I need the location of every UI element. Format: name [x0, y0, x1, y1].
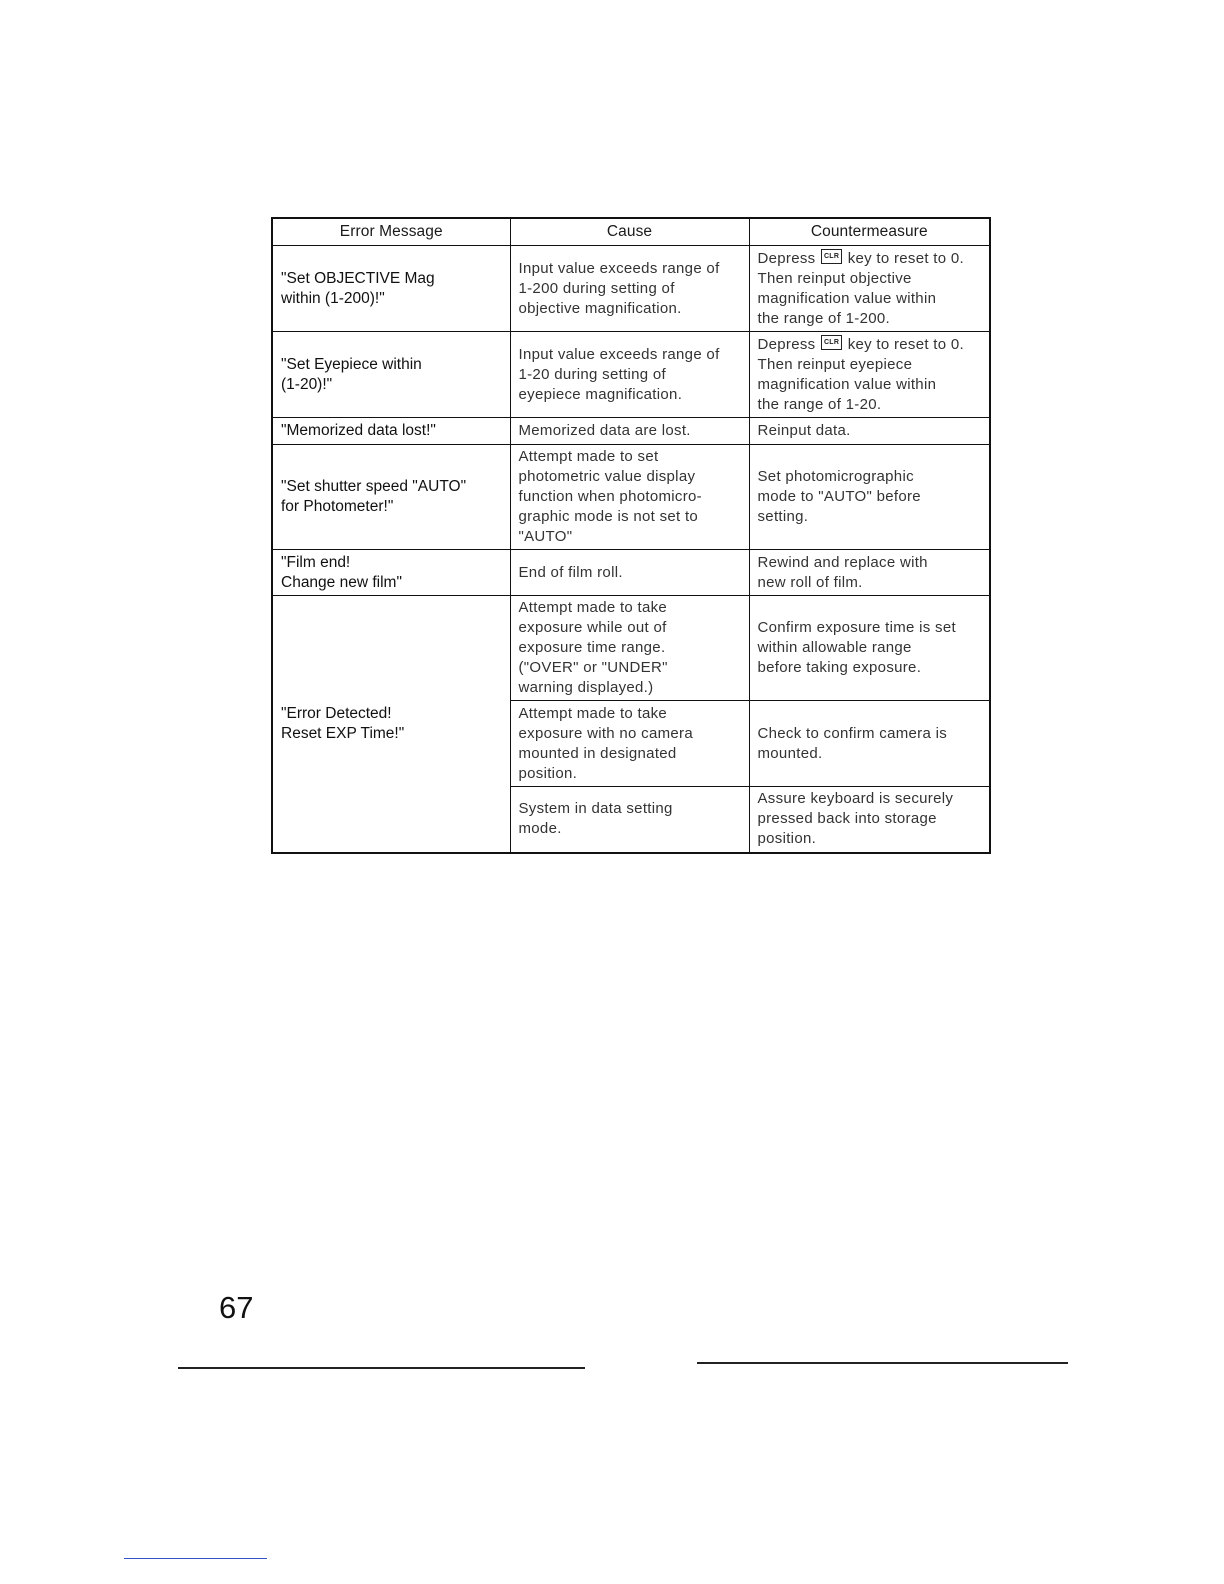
countermeasure-cell: Check to confirm camera is mounted. [749, 701, 990, 787]
cause-cell: Attempt made to set photometric value display function when photomicro- graphic mode is not set to "AUTO" [510, 445, 749, 550]
countermeasure-text-post: key to reset to 0. Then reinput objective magnification value within the range of 1-200. [757, 249, 964, 327]
footer-rule-left [178, 1367, 585, 1369]
header-error-message: Error Message [272, 218, 510, 246]
table-row [272, 246, 990, 332]
table-row [272, 445, 990, 550]
cause-cell: Attempt made to take exposure while out of exposure time range. ("OVER" or "UNDER" warning displayed.) [510, 596, 749, 701]
countermeasure-cell: Assure keyboard is securely pressed back into storage position. [749, 787, 990, 853]
error-message-cell: "Set shutter speed "AUTO" for Photometer!" [272, 445, 510, 550]
countermeasure-cell [749, 332, 990, 418]
error-message-cell: "Film end! Change new film" [272, 550, 510, 596]
cause-cell: System in data setting mode. [510, 787, 749, 853]
countermeasure-text-pre: Depress [757, 249, 816, 267]
countermeasure-cell: Confirm exposure time is set within allowable range before taking exposure. [749, 596, 990, 701]
footer-rule-right [697, 1362, 1068, 1364]
table-row [272, 550, 990, 596]
table-header-row [272, 218, 990, 246]
countermeasure-cell: Rewind and replace with new roll of film. [749, 550, 990, 596]
clr-key-icon: CLR [821, 335, 842, 350]
header-countermeasure: Countermeasure [749, 218, 990, 246]
clr-key-icon: CLR [821, 249, 842, 264]
page-number: 67 [219, 1290, 254, 1325]
cause-cell: Input value exceeds range of 1-200 during setting of objective magnification. [510, 246, 749, 332]
error-message-cell: "Error Detected! Reset EXP Time!" [272, 596, 510, 853]
cause-cell: Input value exceeds range of 1-20 during setting of eyepiece magnification. [510, 332, 749, 418]
header-cause: Cause [510, 218, 749, 246]
countermeasure-text-pre: Depress [757, 335, 816, 353]
countermeasure-cell [749, 246, 990, 332]
table-row [272, 332, 990, 418]
countermeasure-text-post: key to reset to 0. Then reinput eyepiece magnification value within the range of 1-20. [757, 335, 964, 413]
cause-cell: Memorized data are lost. [510, 418, 749, 445]
error-message-cell: "Set Eyepiece within (1-20)!" [272, 332, 510, 418]
table-row [272, 596, 990, 701]
table-row [272, 418, 990, 445]
error-message-cell: "Memorized data lost!" [272, 418, 510, 445]
error-message-table [271, 217, 991, 854]
countermeasure-cell: Reinput data. [749, 418, 990, 445]
cause-cell: Attempt made to take exposure with no camera mounted in designated position. [510, 701, 749, 787]
countermeasure-cell: Set photomicrographic mode to "AUTO" before setting. [749, 445, 990, 550]
error-message-cell: "Set OBJECTIVE Mag within (1-200)!" [272, 246, 510, 332]
bottom-edge-rule [124, 1558, 267, 1559]
cause-cell: End of film roll. [510, 550, 749, 596]
